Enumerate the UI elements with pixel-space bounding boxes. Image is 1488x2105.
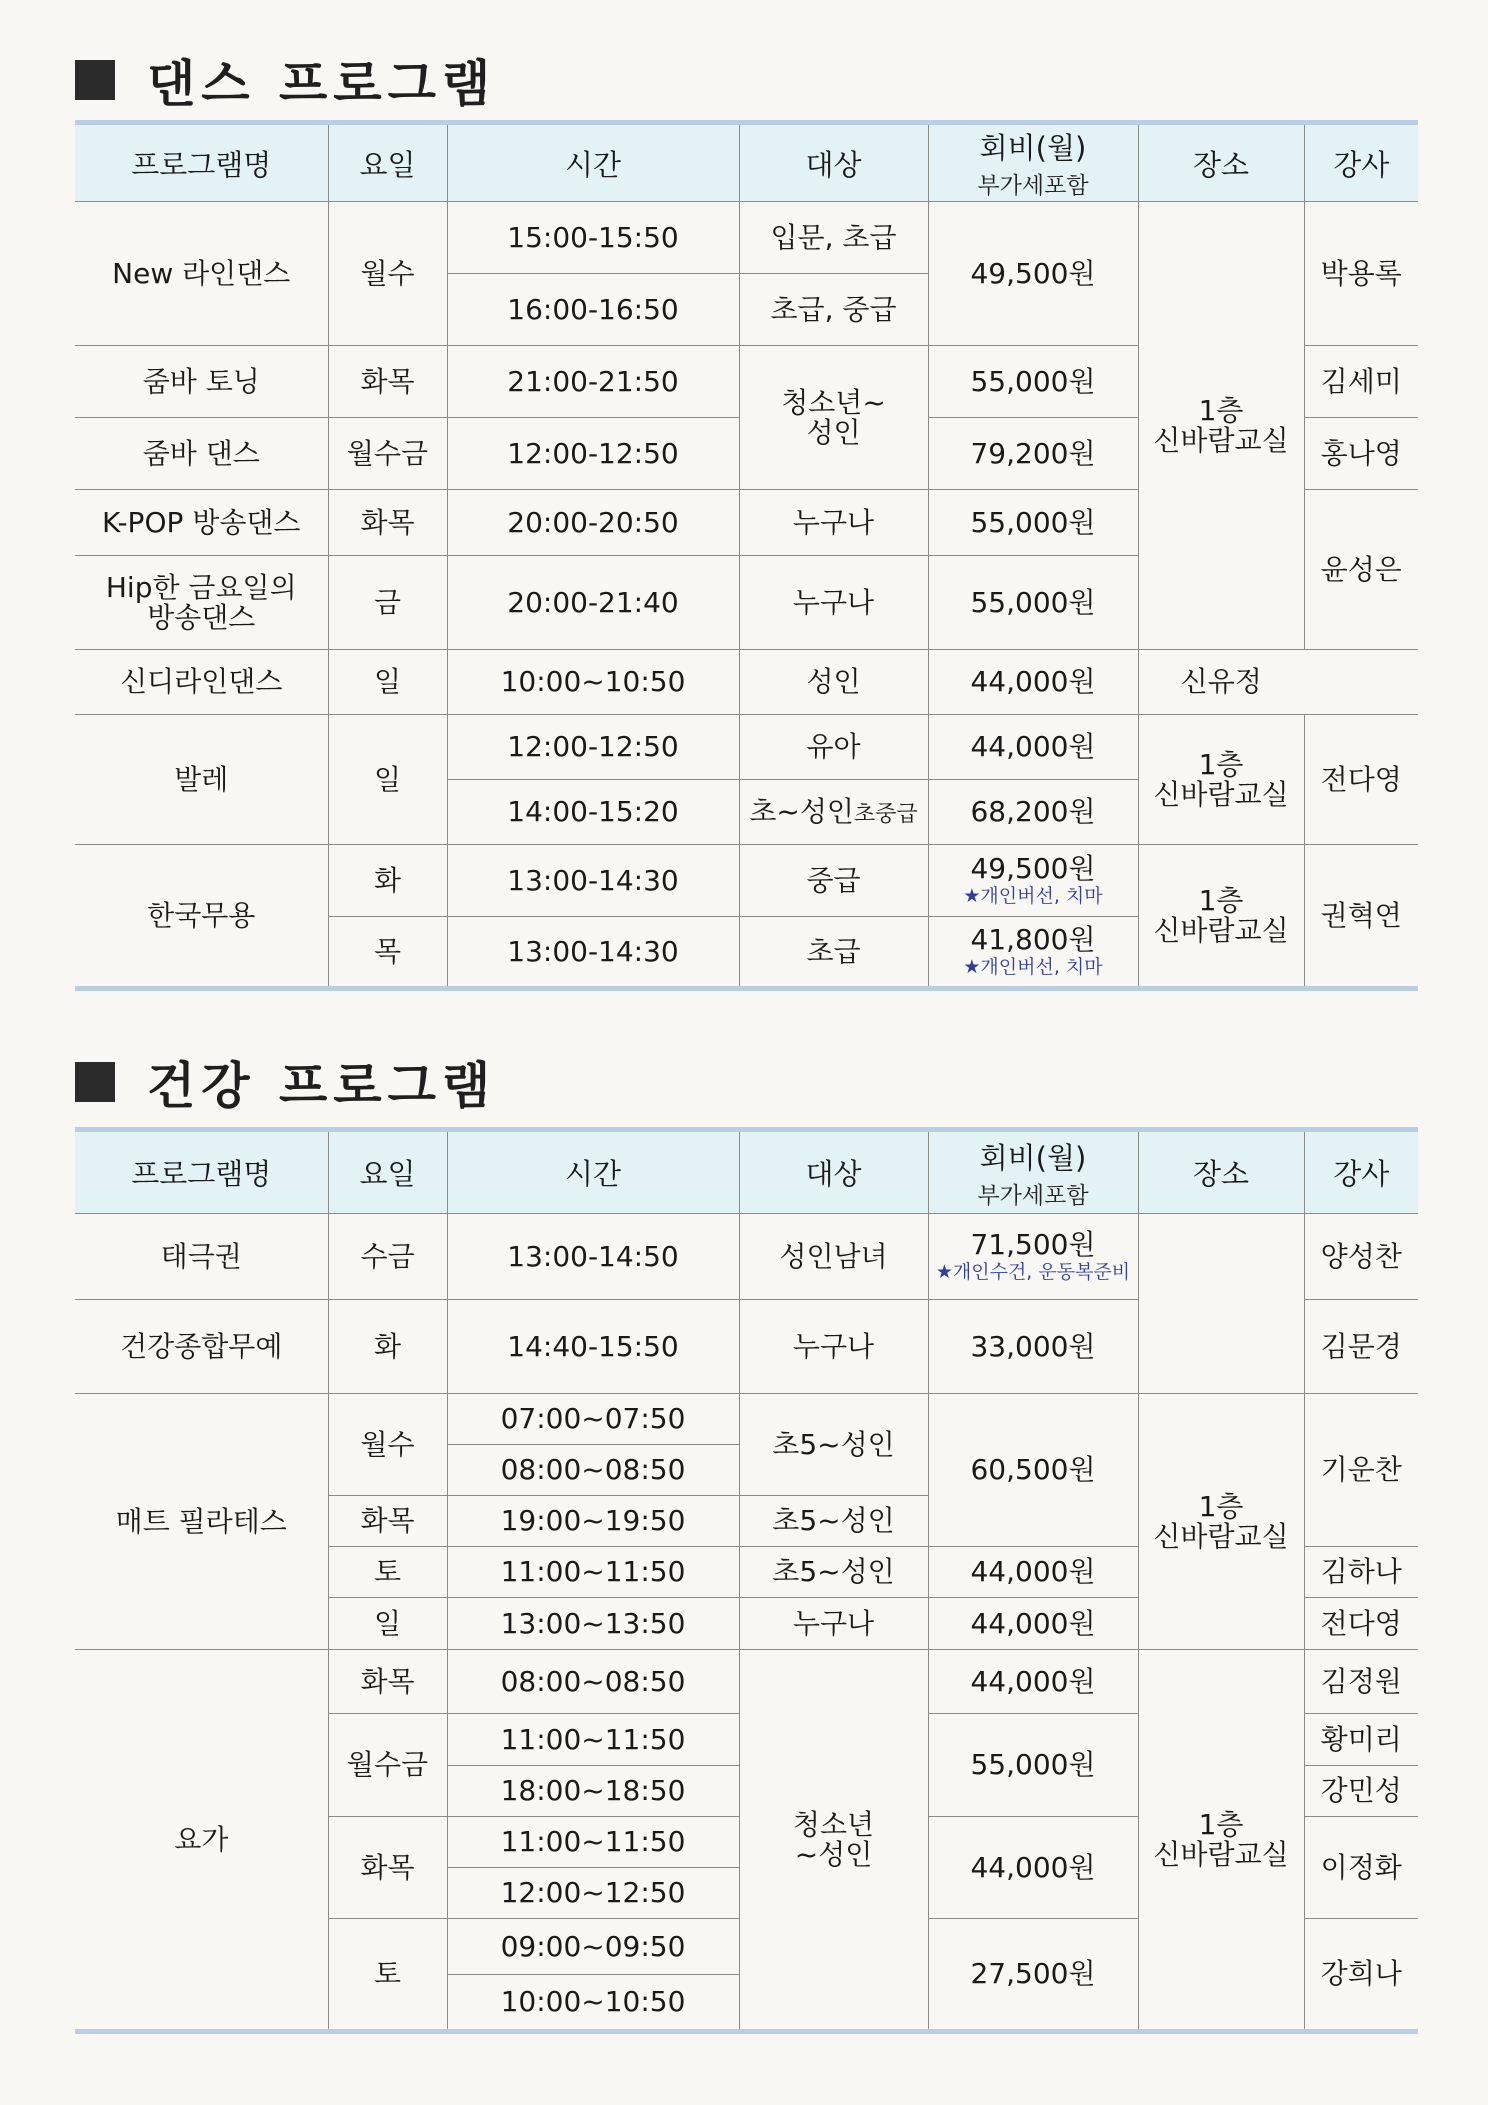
fee-cell: 79,200원 (928, 418, 1138, 490)
time-cell: 18:00~18:50 (447, 1766, 739, 1817)
instructor-cell: 김하나 (1304, 1547, 1418, 1598)
time-cell: 11:00~11:50 (447, 1547, 739, 1598)
target-cell: 누구나 (739, 556, 928, 650)
time-cell: 07:00~07:50 (447, 1394, 739, 1445)
instructor-cell: 김정원 (1304, 1650, 1418, 1714)
table-row (75, 1394, 1418, 1445)
table-row (75, 650, 1418, 715)
day-cell: 월수금 (328, 1714, 447, 1817)
place-cell (1138, 1214, 1304, 1394)
time-cell: 20:00-20:50 (447, 490, 739, 556)
place-cell: 1층 신바람교실 (1138, 1394, 1304, 1650)
fee-value: 49,500원 (970, 852, 1096, 886)
time-cell: 08:00~08:50 (447, 1445, 739, 1496)
fee-cell: 27,500원 (928, 1919, 1138, 2032)
time-cell: 13:00-14:30 (447, 917, 739, 989)
day-cell: 토 (328, 1919, 447, 2032)
dance-title: 댄스 프로그램 (147, 55, 497, 113)
fee-cell: 44,000원 (928, 650, 1138, 715)
instructor-cell: 전다영 (1304, 1598, 1418, 1650)
instructor-cell: 이정화 (1304, 1817, 1418, 1919)
health-title: 건강 프로그램 (147, 1057, 497, 1115)
fee-cell: 60,500원 (928, 1394, 1138, 1547)
place-cell: 1층 신바람교실 (1138, 202, 1304, 650)
header-place: 장소 (1138, 123, 1304, 202)
table-row (75, 202, 1418, 274)
target-cell: 누구나 (739, 1300, 928, 1394)
instructor-cell: 황미리 (1304, 1714, 1418, 1766)
time-cell: 08:00~08:50 (447, 1650, 739, 1714)
program-name: 건강종합무예 (75, 1300, 328, 1394)
time-cell: 10:00~10:50 (447, 650, 739, 715)
target-cell: 청소년~ 성인 (739, 346, 928, 490)
table-header-row (75, 1130, 1418, 1214)
time-cell: 13:00-14:50 (447, 1214, 739, 1300)
target-level: 초중급 (853, 802, 918, 828)
table-row (75, 715, 1418, 780)
header-fee (928, 123, 1138, 202)
header-time: 시간 (447, 1130, 739, 1214)
program-name: 한국무용 (75, 845, 328, 989)
program-name: 줌바 토닝 (75, 346, 328, 418)
fee-value: 71,500원 (970, 1228, 1096, 1262)
time-cell: 20:00-21:40 (447, 556, 739, 650)
header-target: 대상 (739, 123, 928, 202)
fee-cell: 68,200원 (928, 780, 1138, 845)
header-place: 장소 (1138, 1130, 1304, 1214)
day-cell: 화 (328, 1300, 447, 1394)
fee-note: ★개인버선, 치마 (963, 955, 1103, 978)
fee-cell (928, 917, 1138, 989)
header-fee-label: 회비(월) (979, 131, 1087, 165)
time-cell: 14:00-15:20 (447, 780, 739, 845)
day-cell: 화목 (328, 346, 447, 418)
fee-cell: 44,000원 (928, 1650, 1138, 1714)
time-cell: 11:00~11:50 (447, 1817, 739, 1868)
fee-cell: 44,000원 (928, 1817, 1138, 1919)
table-row (75, 845, 1418, 917)
time-cell: 16:00-16:50 (447, 274, 739, 346)
instructor-cell: 홍나영 (1304, 418, 1418, 490)
fee-cell: 55,000원 (928, 346, 1138, 418)
header-day: 요일 (328, 123, 447, 202)
target-cell: 입문, 초급 (739, 202, 928, 274)
instructor-cell: 김문경 (1304, 1300, 1418, 1394)
table-row (75, 1650, 1418, 1714)
instructor-cell: 강희나 (1304, 1919, 1418, 2032)
program-name: New 라인댄스 (75, 202, 328, 346)
day-cell: 화목 (328, 490, 447, 556)
program-name: 태극권 (75, 1214, 328, 1300)
day-cell: 수금 (328, 1214, 447, 1300)
time-cell: 15:00-15:50 (447, 202, 739, 274)
target-cell: 초5~성인 (739, 1547, 928, 1598)
header-fee (928, 1130, 1138, 1214)
dance-program-table (75, 120, 1418, 991)
target-cell (739, 780, 928, 845)
program-name: 요가 (75, 1650, 328, 2032)
target-main: 초~성인 (749, 795, 854, 829)
dance-section-title (75, 50, 497, 113)
target-cell: 초5~성인 (739, 1496, 928, 1547)
time-cell: 10:00~10:50 (447, 1975, 739, 2032)
time-cell: 14:40-15:50 (447, 1300, 739, 1394)
day-cell: 금 (328, 556, 447, 650)
target-cell: 초5~성인 (739, 1394, 928, 1496)
time-cell: 09:00~09:50 (447, 1919, 739, 1975)
target-cell: 초급, 중급 (739, 274, 928, 346)
target-cell: 중급 (739, 845, 928, 917)
day-cell: 일 (328, 715, 447, 845)
instructor-cell: 전다영 (1304, 715, 1418, 845)
table-row (75, 1214, 1418, 1300)
day-cell: 일 (328, 650, 447, 715)
header-program: 프로그램명 (75, 123, 328, 202)
time-cell: 21:00-21:50 (447, 346, 739, 418)
fee-cell: 33,000원 (928, 1300, 1138, 1394)
header-fee-sub: 부가세포함 (977, 1182, 1089, 1209)
fee-cell (928, 1214, 1138, 1300)
instructor-cell: 기운찬 (1304, 1394, 1418, 1547)
fee-note: ★개인버선, 치마 (963, 884, 1103, 907)
day-cell: 월수금 (328, 418, 447, 490)
target-cell: 초급 (739, 917, 928, 989)
program-name: 줌바 댄스 (75, 418, 328, 490)
day-cell: 화목 (328, 1496, 447, 1547)
instructor-cell: 권혁연 (1304, 845, 1418, 989)
fee-cell (928, 845, 1138, 917)
instructor-cell: 강민성 (1304, 1766, 1418, 1817)
time-cell: 13:00-14:30 (447, 845, 739, 917)
instructor-cell: 박용록 (1304, 202, 1418, 346)
time-cell: 13:00~13:50 (447, 1598, 739, 1650)
instructor-cell: 윤성은 (1304, 490, 1418, 650)
time-cell: 19:00~19:50 (447, 1496, 739, 1547)
fee-cell: 55,000원 (928, 1714, 1138, 1817)
place-cell: 1층 신바람교실 (1138, 1650, 1304, 2032)
target-cell: 유아 (739, 715, 928, 780)
day-cell: 토 (328, 1547, 447, 1598)
header-fee-sub: 부가세포함 (977, 173, 1089, 199)
instructor-cell: 양성찬 (1304, 1214, 1418, 1300)
header-program: 프로그램명 (75, 1130, 328, 1214)
fee-note: ★개인수건, 운동복준비 (935, 1260, 1131, 1283)
target-cell: 성인남녀 (739, 1214, 928, 1300)
day-cell: 일 (328, 1598, 447, 1650)
place-cell: 1층 신바람교실 (1138, 845, 1304, 989)
health-section-title (75, 1052, 497, 1115)
fee-cell: 44,000원 (928, 715, 1138, 780)
time-cell: 12:00-12:50 (447, 715, 739, 780)
header-instructor: 강사 (1304, 123, 1418, 202)
table-header-row (75, 123, 1418, 202)
fee-cell: 44,000원 (928, 1598, 1138, 1650)
square-bullet-icon (75, 60, 115, 100)
program-name: 매트 필라테스 (75, 1394, 328, 1650)
day-cell: 화목 (328, 1817, 447, 1919)
instructor-cell: 김세미 (1304, 346, 1418, 418)
place-cell: 1층 신바람교실 (1138, 715, 1304, 845)
target-cell: 누구나 (739, 490, 928, 556)
fee-value: 41,800원 (970, 923, 1096, 957)
header-day: 요일 (328, 1130, 447, 1214)
time-cell: 12:00-12:50 (447, 418, 739, 490)
instructor-cell: 신유정 (1138, 650, 1304, 715)
fee-cell: 44,000원 (928, 1547, 1138, 1598)
fee-cell: 55,000원 (928, 556, 1138, 650)
header-time: 시간 (447, 123, 739, 202)
program-name: 발레 (75, 715, 328, 845)
header-instructor: 강사 (1304, 1130, 1418, 1214)
fee-cell: 49,500원 (928, 202, 1138, 346)
day-cell: 목 (328, 917, 447, 989)
header-target: 대상 (739, 1130, 928, 1214)
target-cell: 청소년 ~성인 (739, 1650, 928, 2032)
program-name: K-POP 방송댄스 (75, 490, 328, 556)
fee-cell: 55,000원 (928, 490, 1138, 556)
time-cell: 11:00~11:50 (447, 1714, 739, 1766)
program-name: Hip한 금요일의 방송댄스 (75, 556, 328, 650)
target-cell: 성인 (739, 650, 928, 715)
day-cell: 월수 (328, 1394, 447, 1496)
target-cell: 누구나 (739, 1598, 928, 1650)
program-name: 신디라인댄스 (75, 650, 328, 715)
day-cell: 화 (328, 845, 447, 917)
health-program-table (75, 1127, 1418, 2034)
time-cell: 12:00~12:50 (447, 1868, 739, 1919)
day-cell: 화목 (328, 1650, 447, 1714)
square-bullet-icon (75, 1062, 115, 1102)
day-cell: 월수 (328, 202, 447, 346)
header-fee-label: 회비(월) (979, 1140, 1087, 1175)
